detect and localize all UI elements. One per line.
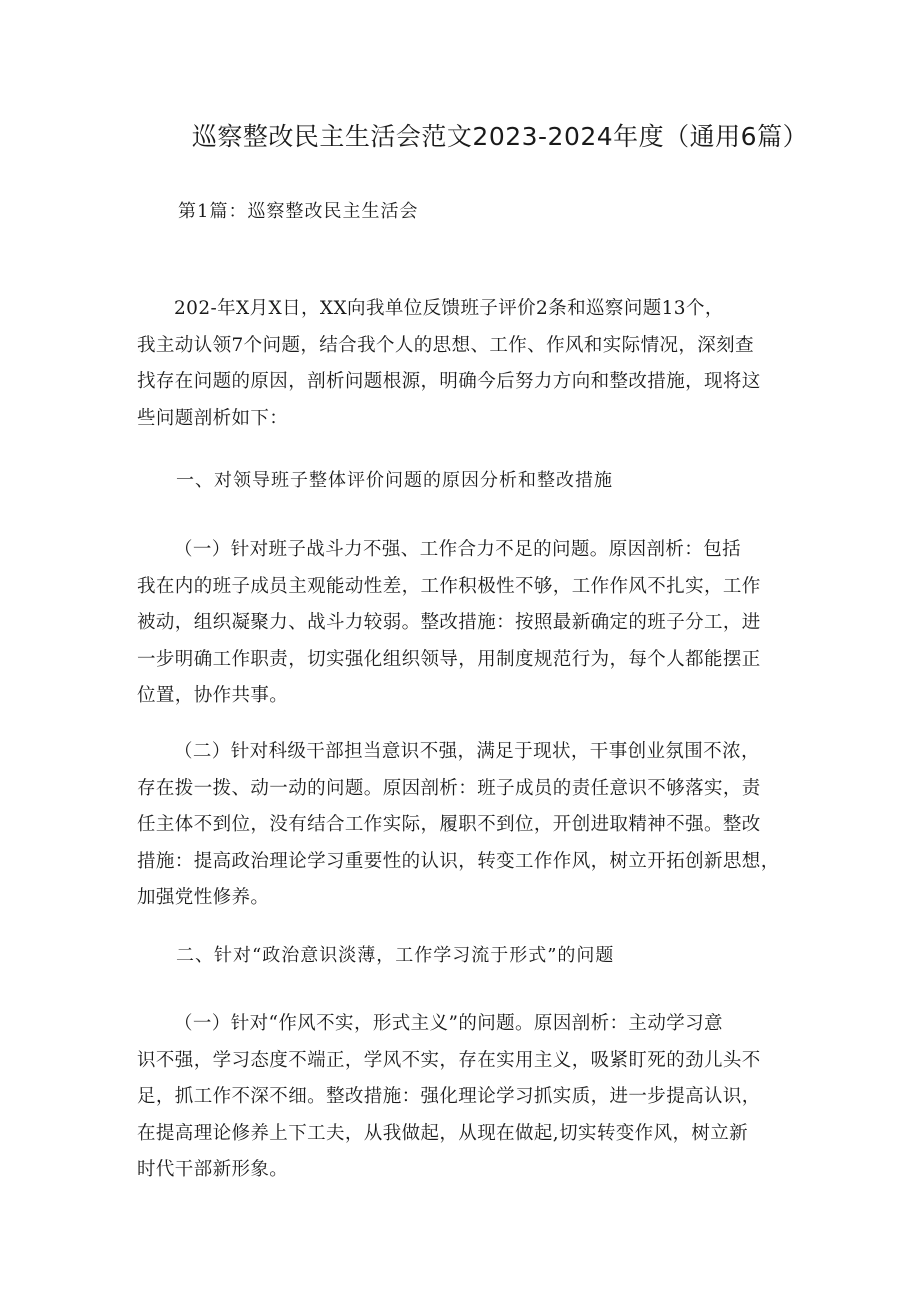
paragraph-line: 一步明确工作职责，切实强化组织领导，用制度规范行为，每个人都能摆正 bbox=[137, 648, 761, 670]
section-heading-2: 二、针对“政治意识淡薄，工作学习流于形式”的问题 bbox=[176, 945, 615, 966]
paragraph-line: 存在拨一拨、动一动的问题。原因剖析：班子成员的责任意识不够落实，责 bbox=[137, 777, 761, 799]
paragraph-line: 202-年X月X日，XX向我单位反馈班子评价2条和巡察问题13个， bbox=[174, 298, 724, 319]
part-heading: 第1篇：巡察整改民主生活会 bbox=[178, 201, 419, 222]
document-title: 巡察整改民主生活会范文2023-2024年度（通用6篇） bbox=[191, 122, 809, 151]
paragraph-line: 被动，组织凝聚力、战斗力较弱。整改措施：按照最新确定的班子分工，进 bbox=[137, 612, 761, 633]
paragraph-line: 些问题剖析如下： bbox=[137, 407, 289, 429]
paragraph-line: （二）针对科级干部担当意识不强，满足于现状，干事创业氛围不浓， bbox=[174, 741, 760, 762]
paragraph-line: （一）针对班子战斗力不强、工作合力不足的问题。原因剖析：包括 bbox=[174, 539, 742, 560]
intro-paragraph bbox=[137, 291, 789, 437]
paragraph-line: 加强党性修养。 bbox=[137, 887, 270, 908]
item-2-1-paragraph bbox=[137, 1006, 789, 1189]
paragraph-line: 足，抓工作不深不细。整改措施：强化理论学习抓实质，进一步提高认识， bbox=[137, 1086, 761, 1107]
paragraph-line: 任主体不到位，没有结合工作实际，履职不到位，开创进取精神不强。整改 bbox=[137, 814, 761, 835]
paragraph-line: 找存在问题的原因，剖析问题根源，明确今后努力方向和整改措施，现将这 bbox=[137, 371, 761, 392]
paragraph-line: 我主动认领7个问题，结合我个人的思想、工作、作风和实际情况，深刻查 bbox=[137, 334, 754, 356]
item-1-2-paragraph bbox=[137, 734, 789, 917]
paragraph-line: 位置，协作共事。 bbox=[137, 685, 289, 706]
paragraph-line: 在提高理论修养上下工夫，从我做起，从现在做起,切实转变作风，树立新 bbox=[137, 1122, 749, 1144]
paragraph-line: 我在内的班子成员主观能动性差，工作积极性不够，工作作风不扎实，工作 bbox=[137, 575, 761, 597]
paragraph-line: 措施：提高政治理论学习重要性的认识，转变工作作风，树立开拓创新思想， bbox=[137, 850, 780, 872]
section-heading-1: 一、对领导班子整体评价问题的原因分析和整改措施 bbox=[176, 470, 613, 491]
paragraph-line: 时代干部新形象。 bbox=[137, 1159, 289, 1180]
item-1-1-paragraph bbox=[137, 532, 789, 715]
paragraph-line: 识不强，学习态度不端正，学风不实，存在实用主义，吸紧盯死的劲儿头不 bbox=[137, 1049, 761, 1071]
paragraph-line: （一）针对“作风不实，形式主义”的问题。原因剖析：主动学习意 bbox=[174, 1013, 723, 1034]
